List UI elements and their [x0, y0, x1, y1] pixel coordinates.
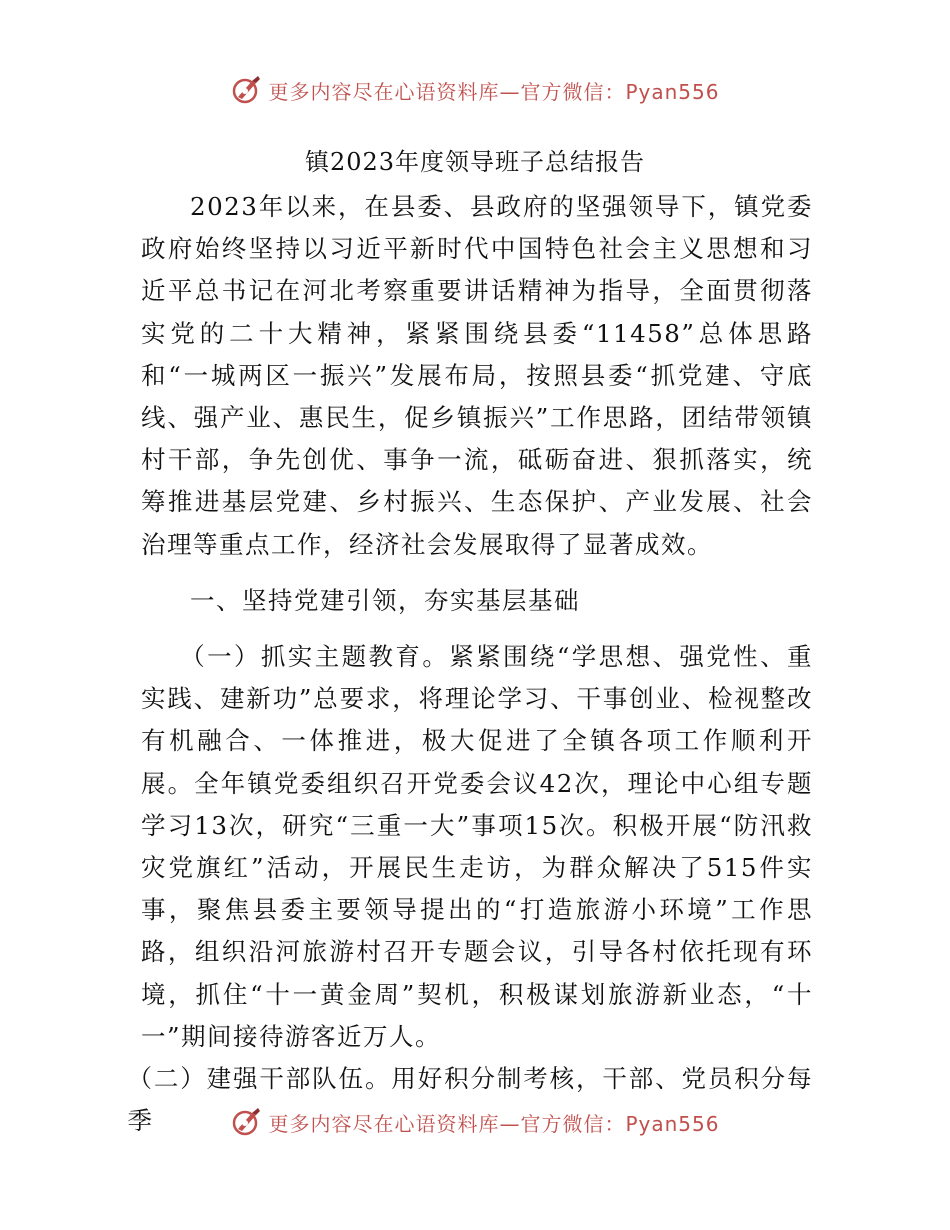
section-heading: 一、坚持党建引领，夯实基层基础 [190, 585, 580, 615]
watermark-text: 更多内容尽在心语资料库—官方微信：Pyan556 [268, 1111, 720, 1136]
footer-watermark [0, 1102, 950, 1142]
header-watermark [0, 70, 950, 110]
pen-logo-icon [230, 1105, 264, 1139]
watermark-text: 更多内容尽在心语资料库—官方微信：Pyan556 [268, 79, 720, 104]
document-title: 镇2023年度领导班子总结报告 [304, 148, 646, 176]
subsection-paragraph: （一）抓实主题教育。紧紧围绕“学思想、强党性、重实践、建新功”总要求，将理论学习、干事创业、检视整改有机融合、一体推进，极大促进了全镇各项工作顺利开展。全年镇党委组织召开党委会议42次，理论中心组专题学习13次，研究“三重一大”事项15次。积极开展“防汛救灾党旗红”活动，开展民生走访，为群众解决了515件实事，聚焦县委主要领导提出的“打造旅游小环境”工作思路，组织沿河旅游村召开专题会议，引导各村依托现有环境，抓住“十一黄金周”契机，积极谋划旅游新业态，“十一”期间接待游客近万人。 [141, 642, 813, 1051]
intro-paragraph: 2023年以来，在县委、县政府的坚强领导下，镇党委政府始终坚持以习近平新时代中国特色社会主义思想和习近平总书记在河北考察重要讲话精神为指导，全面贯彻落实党的二十大精神，紧紧围绕县委“11458”总体思路和“一城两区一振兴”发展布局，按照县委“抓党建、守底线、强产业、惠民生，促乡镇振兴”工作思路，团结带领镇村干部，争先创优、事争一流，砥砺奋进、狠抓落实，统筹推进基层党建、乡村振兴、生态保护、产业发展、社会治理等重点工作，经济社会发展取得了显著成效。 [141, 192, 813, 559]
document-body [127, 186, 813, 1142]
pen-logo-icon [230, 73, 264, 107]
subsection-paragraph: （二）建强干部队伍。用好积分制考核，干部、党员积分每季 [127, 1064, 813, 1136]
